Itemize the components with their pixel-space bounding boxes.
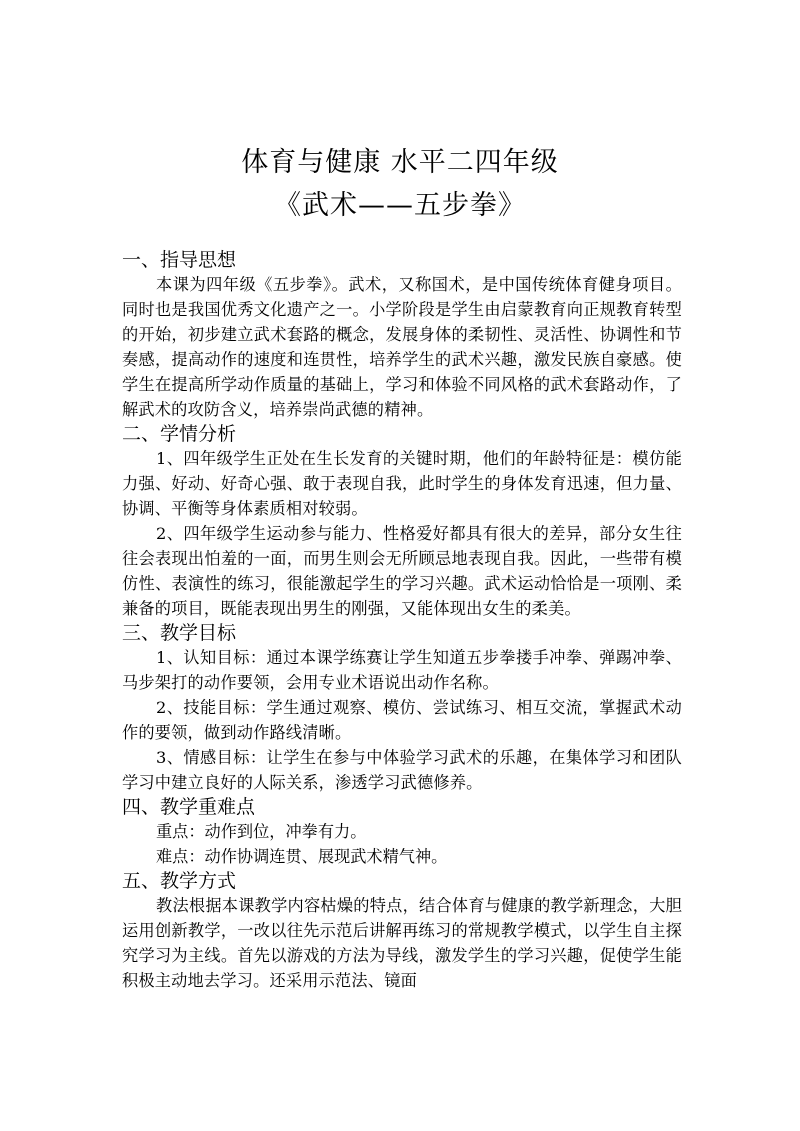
section-heading: 五、教学方式 xyxy=(122,870,237,892)
paragraph: 1、认知目标：通过本课学练赛让学生知道五步拳搂手冲拳、弹踢冲拳、马步架打的动作要领，会用专业术语说出动作名称。 xyxy=(122,648,682,692)
section-heading: 三、教学目标 xyxy=(122,622,237,644)
paragraph: 教法根据本课教学内容枯燥的特点，结合体育与健康的教学新理念，大胆运用创新教学，一改以往先示范后讲解再练习的常规教学模式，以学生自主探究学习为主线。首先以游戏的方法为导线，激发学生的学习兴趣，促使学生能积极主动地去学习。还采用示范法、镜面 xyxy=(122,896,682,990)
section-key-difficult-points xyxy=(122,795,682,869)
section-teaching-method xyxy=(122,869,682,993)
document-body xyxy=(122,248,682,993)
key-point-line: 重点：动作到位，冲拳有力。 xyxy=(156,822,367,841)
paragraph: 2、技能目标：学生通过观察、模仿、尝试练习、相互交流，掌握武术动作的要领，做到动作路线清晰。 xyxy=(122,698,682,742)
section-teaching-goals xyxy=(122,621,682,795)
section-student-analysis xyxy=(122,422,682,621)
paragraph: 3、情感目标：让学生在参与中体验学习武术的乐趣，在集体学习和团队学习中建立良好的人际关系，渗透学习武德修养。 xyxy=(122,748,682,792)
document-title: 体育与健康 水平二四年级 xyxy=(241,147,559,178)
difficult-point-line: 难点：动作协调连贯、展现武术精气神。 xyxy=(156,847,448,866)
paragraph: 2、四年级学生运动参与能力、性格爱好都具有很大的差异，部分女生往往会表现出怕羞的一面，而男生则会无所顾忌地表现自我。因此，一些带有模仿性、表演性的练习，很能激起学生的学习兴趣。武术运动恰恰是一项刚、柔兼备的项目，既能表现出男生的刚强，又能体现出女生的柔美。 xyxy=(122,524,682,618)
document-subtitle: 《武术——五步拳》 xyxy=(274,190,526,221)
section-heading: 四、教学重难点 xyxy=(122,796,256,818)
paragraph: 1、四年级学生正处在生长发育的关键时期，他们的年龄特征是：模仿能力强、好动、好奇心强、敢于表现自我，此时学生的身体发育迅速，但力量、协调、平衡等身体素质相对较弱。 xyxy=(122,449,682,518)
section-heading: 二、学情分析 xyxy=(122,423,237,445)
section-guiding-ideology xyxy=(122,248,682,422)
section-heading: 一、指导思想 xyxy=(122,249,237,271)
paragraph: 本课为四年级《五步拳》。武术，又称国术，是中国传统体育健身项目。同时也是我国优秀文化遗产之一。小学阶段是学生由启蒙教育向正规教育转型的开始，初步建立武术套路的概念，发展身体的柔韧性、灵活性、协调性和节奏感，提高动作的速度和连贯性，培养学生的武术兴趣，激发民族自豪感。使学生在提高所学动作质量的基础上，学习和体验不同风格的武术套路动作，了解武术的攻防含义，培养崇尚武德的精神。 xyxy=(122,275,682,419)
